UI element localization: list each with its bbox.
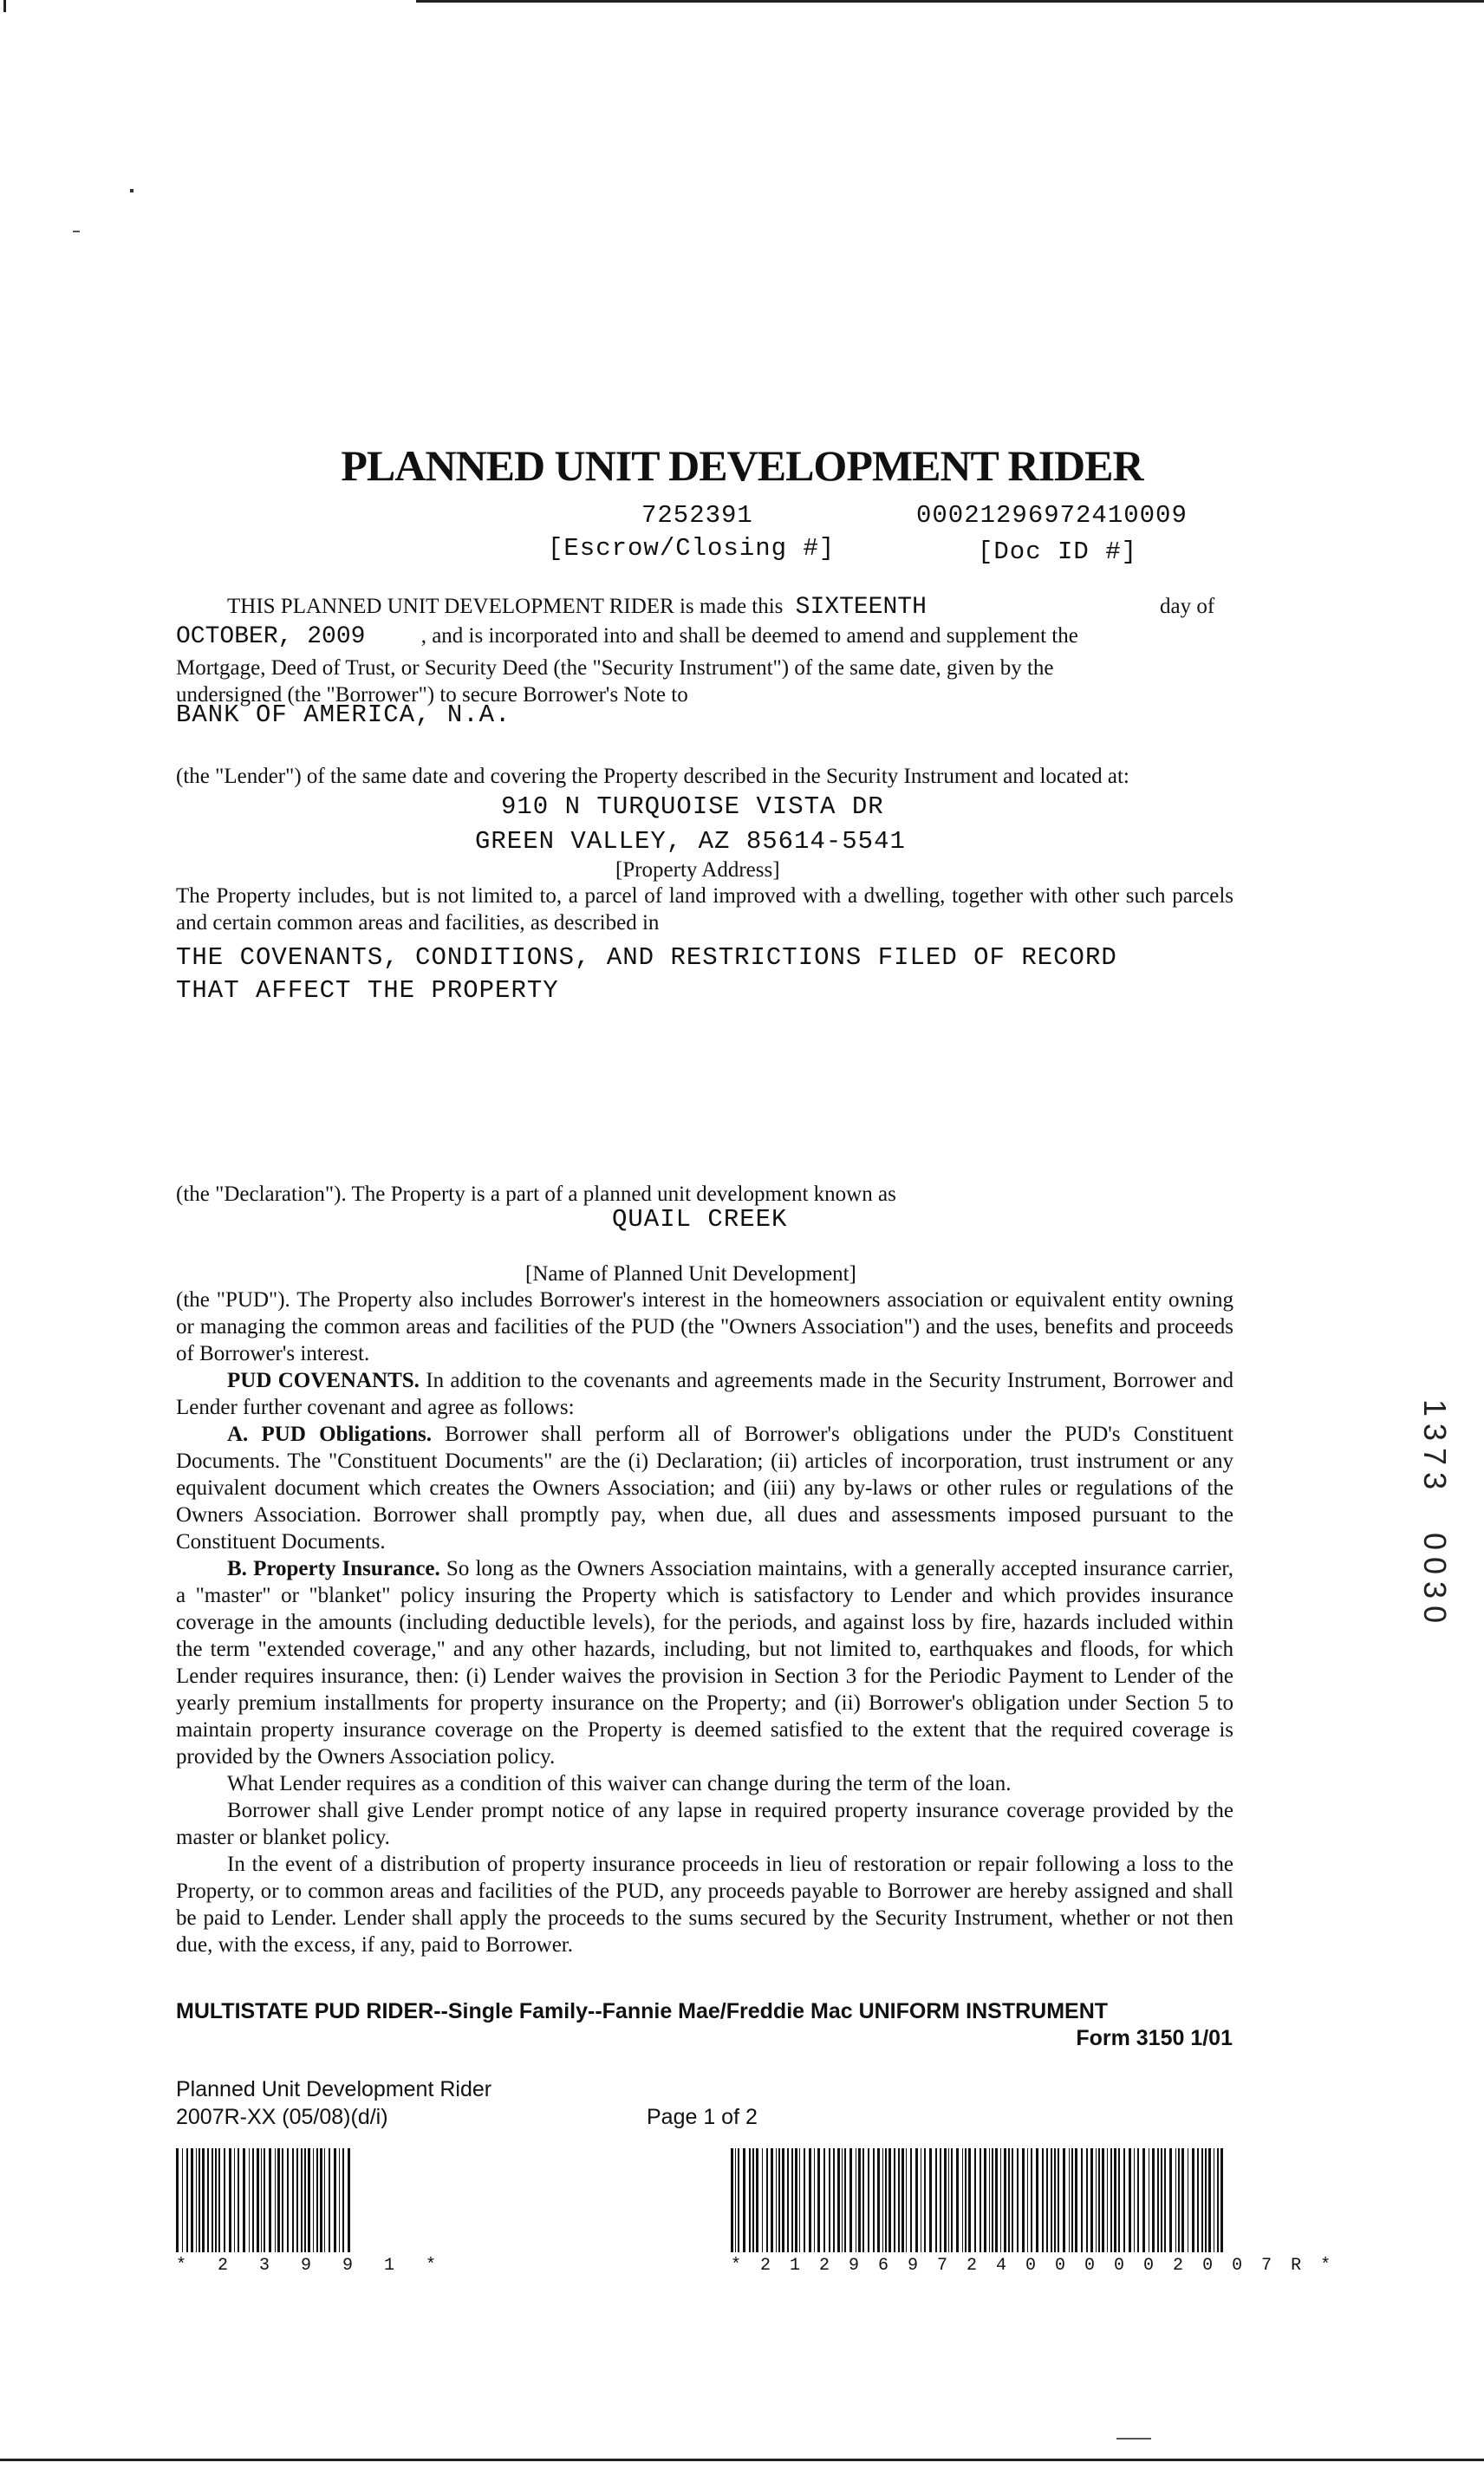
barcode-bar [868, 2148, 869, 2252]
barcode-bar [282, 2148, 284, 2252]
barcode-bar [882, 2148, 883, 2252]
footer-form-code: 2007R-XX (05/08)(d/i) [176, 2105, 388, 2129]
barcode-bar [264, 2148, 265, 2252]
form-number: Form 3150 1/01 [1076, 2026, 1233, 2050]
barcode-bar [778, 2148, 780, 2252]
barcode-bar [735, 2148, 736, 2252]
barcode-bar [229, 2148, 231, 2252]
day-value: SIXTEENTH [795, 594, 927, 621]
barcode-bar [1197, 2148, 1200, 2252]
barcode-bar [968, 2148, 971, 2252]
barcode-bar [738, 2148, 739, 2252]
barcode-bar [776, 2148, 777, 2252]
barcode-bar [1134, 2148, 1135, 2252]
barcode-bar [1000, 2148, 1001, 2252]
lender-name: BANK OF AMERICA, N.A. [176, 700, 511, 729]
barcode-bar [1090, 2148, 1093, 2252]
barcode-bar [962, 2148, 963, 2252]
barcode-bar [261, 2148, 262, 2252]
barcode-bar [1201, 2148, 1202, 2252]
barcode-bar [182, 2148, 183, 2252]
scan-speck [130, 189, 133, 192]
scan-speck [1116, 2438, 1151, 2440]
barcode-bar [1051, 2148, 1053, 2252]
barcode-bar [873, 2148, 875, 2252]
barcode-bar [1114, 2148, 1116, 2252]
barcode-bar [212, 2148, 213, 2252]
barcode-bar [1169, 2148, 1172, 2252]
declaration-line-1: THE COVENANTS, CONDITIONS, AND RESTRICTIONS FILED OF RECORD [176, 943, 1117, 972]
barcode-bar [329, 2148, 330, 2252]
barcode-bar [817, 2148, 819, 2252]
barcode-bar [313, 2148, 314, 2252]
barcode-bar [324, 2148, 325, 2252]
barcode-bar [795, 2148, 797, 2252]
barcode-bar [1063, 2148, 1065, 2252]
scan-bottom-edge [0, 2459, 1484, 2461]
escrow-label: [Escrow/Closing #] [548, 534, 836, 563]
barcode-bar [731, 2148, 733, 2252]
barcode-bar [877, 2148, 880, 2252]
footer-form-name: Planned Unit Development Rider [176, 2077, 492, 2101]
barcode-bar [743, 2148, 745, 2252]
barcode-bar [888, 2148, 891, 2252]
barcode-bar [995, 2148, 998, 2252]
page-title: PLANNED UNIT DEVELOPMENT RIDER [341, 441, 1143, 490]
barcode-bar [833, 2148, 835, 2252]
barcode-bar [974, 2148, 975, 2252]
barcode-bar [809, 2148, 811, 2252]
barcode-bar [257, 2148, 259, 2252]
doc-id-label: [Doc ID #] [978, 537, 1138, 566]
barcode-bar [842, 2148, 843, 2252]
barcode-bar [1081, 2148, 1082, 2252]
barcode-bar [844, 2148, 846, 2252]
section-b-para-4: In the event of a distribution of property insurance proceeds in lieu of restoration or repair following a loss to the Property, or to common areas and facilities of the PUD, any proceeds payable to Borrower are hereby assigned and shall be paid to Lender. Lender shall apply the proceeds to the sums secured by the Security Instrument, whether or not then due, with the excess, if any, paid to Borrower. [176, 1853, 1233, 1957]
barcode-bar [924, 2148, 926, 2252]
scan-speck [73, 231, 80, 232]
barcode-bar [1137, 2148, 1139, 2252]
barcode-bar [858, 2148, 860, 2252]
barcode-small [176, 2148, 354, 2252]
barcode-bar [1075, 2148, 1077, 2252]
address-line-1: 910 N TURQUOISE VISTA DR [501, 792, 884, 821]
barcode-bar [1069, 2148, 1070, 2252]
barcode-bar [1181, 2148, 1184, 2252]
barcode-bar [196, 2148, 197, 2252]
barcode-bar [1157, 2148, 1160, 2252]
barcode-bar [956, 2148, 959, 2252]
barcode-bar [1192, 2148, 1194, 2252]
barcode-large-text: * 2 1 2 9 6 9 7 2 4 0 0 0 0 0 2 0 0 7 R * [731, 2256, 1336, 2276]
barcode-bar [234, 2148, 235, 2252]
barcode-large [731, 2148, 1225, 2252]
barcode-bar [176, 2148, 179, 2252]
barcode-bar [1027, 2148, 1028, 2252]
barcode-bar [224, 2148, 225, 2252]
barcode-bar [885, 2148, 887, 2252]
barcode-bar [791, 2148, 793, 2252]
barcode-bar [766, 2148, 768, 2252]
intro-text-1: THIS PLANNED UNIT DEVELOPMENT RIDER is made this [227, 595, 784, 618]
barcode-bar [1175, 2148, 1176, 2252]
barcode-bar [308, 2148, 310, 2252]
barcode-bar [1071, 2148, 1073, 2252]
barcode-bar [342, 2148, 344, 2252]
barcode-bar [1036, 2148, 1038, 2252]
barcode-bar [771, 2148, 773, 2252]
section-b-text: So long as the Owners Association maintains, with a generally accepted insurance carrier, a "master" or "blanket" policy insuring the Property which is satisfactory to Lender and which provides insurance coverage in the amounts (including deductible levels), for the periods, and against loss by fire, hazards included within the term "extended coverage," and any other hazards, including, but not limited to, earthquakes and floods, for which Lender requires insurance, then: (i) Lender waives the provision in Section 3 for the Periodic Payment to Lender of the yearly premium installments for property insurance on the Property; and (ii) Borrower's obligation under Section 5 to maintain property insurance coverage on the Property is deemed satisfied to the extent that the required coverage is provided by the Owners Association policy. [176, 1557, 1233, 1769]
barcode-bar [1098, 2148, 1100, 2252]
barcode-bar [1110, 2148, 1112, 2252]
barcode-bar [207, 2148, 208, 2252]
barcode-bar [199, 2148, 200, 2252]
barcode-bar [1022, 2148, 1025, 2252]
barcode-bar [191, 2148, 193, 2252]
barcode-bar [989, 2148, 990, 2252]
barcode-bar [243, 2148, 245, 2252]
covenants-heading: PUD COVENANTS. [227, 1369, 420, 1392]
barcode-bar [1042, 2148, 1043, 2252]
barcode-bar [915, 2148, 918, 2252]
barcode-bar [1178, 2148, 1180, 2252]
barcode-bar [837, 2148, 840, 2252]
barcode-bar [849, 2148, 852, 2252]
barcode-bar [316, 2148, 318, 2252]
barcode-bar [940, 2148, 941, 2252]
barcode-bar [752, 2148, 754, 2252]
barcode-bar [1096, 2148, 1097, 2252]
barcode-bar [275, 2148, 276, 2252]
barcode-bar [762, 2148, 763, 2252]
barcode-bar [898, 2148, 900, 2252]
barcode-bar [304, 2148, 306, 2252]
barcode-bar [238, 2148, 239, 2252]
barcode-bar [1004, 2148, 1006, 2252]
escrow-number: 7252391 [641, 501, 753, 530]
scan-top-edge [416, 0, 1484, 3]
intro-line-4: undersigned (the "Borrower") to secure Borrower's Note to [176, 683, 688, 707]
barcode-bar [799, 2148, 800, 2252]
pud-paragraph: (the "PUD"). The Property also includes Borrower's interest in the homeowners association or equivalent entity owning or managing the common areas and facilities of the PUD (the "Owners Association") and the uses, benefits and proceeds of Borrower's interest. [176, 1288, 1233, 1365]
address-line-2: GREEN VALLEY, AZ 85614-5541 [475, 827, 906, 856]
barcode-bar [249, 2148, 250, 2252]
lender-clause: (the "Lender") of the same date and covering the Property described in the Security Instrument and located at: [176, 765, 1129, 788]
barcode-bar [334, 2148, 336, 2252]
intro-line-3: Mortgage, Deed of Trust, or Security Deed (the "Security Instrument") of the same date, given by the [176, 656, 1054, 680]
section-b-para-3: Borrower shall give Lender prompt notice of any lapse in required property insurance coverage provided by the master or blanket policy. [176, 1799, 1233, 1849]
barcode-bar [862, 2148, 865, 2252]
section-b [176, 1555, 1233, 1770]
section-a-heading: A. PUD Obligations. [227, 1423, 433, 1446]
barcode-bar [992, 2148, 993, 2252]
barcode-bar [252, 2148, 254, 2252]
barcode-bar [1058, 2148, 1059, 2252]
barcode-bar [269, 2148, 271, 2252]
footer-main: MULTISTATE PUD RIDER--Single Family--Fannie Mae/Freddie Mac UNIFORM INSTRUMENT [176, 1999, 1109, 2023]
pud-name: QUAIL CREEK [612, 1205, 788, 1234]
barcode-bar [1118, 2148, 1119, 2252]
barcode-bar [782, 2148, 784, 2252]
barcode-bar [804, 2148, 805, 2252]
barcode-small-text: * 2 3 9 9 1 * [176, 2256, 447, 2276]
barcode-bar [1017, 2148, 1019, 2252]
barcode-bar [901, 2148, 904, 2252]
barcode-bar [756, 2148, 758, 2252]
barcode-bar [749, 2148, 750, 2252]
barcode-bar [1217, 2148, 1219, 2252]
intro-line-1 [227, 593, 1233, 621]
barcode-bar [202, 2148, 205, 2252]
pud-label: [Name of Planned Unit Development] [525, 1262, 856, 1286]
address-label: [Property Address] [615, 858, 780, 882]
barcode-bar [215, 2148, 218, 2252]
barcode-bar [1164, 2148, 1166, 2252]
intro-text-2: , and is incorporated into and shall be deemed to amend and supplement the [420, 624, 1078, 648]
barcode-bar [965, 2148, 967, 2252]
declaration-clause: (the "Declaration"). The Property is a part of a planned unit development known as [176, 1182, 896, 1206]
barcode-bar [1208, 2148, 1211, 2252]
month-year: OCTOBER, 2009 [176, 623, 366, 650]
section-a-text: Borrower shall perform all of Borrower's obligations under the PUD's Constituent Documents. The "Constituent Documents" are the (i) Declaration; (ii) articles of incorporation, trust instrument or any equivalent document which creates the Owners Association; and (iii) any by-laws or other rules or regulations of the Owners Association. Borrower shall promptly pay, when due, all dues and assessments imposed pursuant to the Constituent Documents. [176, 1423, 1233, 1554]
barcode-bar [944, 2148, 947, 2252]
barcode-bar [787, 2148, 788, 2252]
barcode-bar [1142, 2148, 1145, 2252]
barcode-bar [277, 2148, 279, 2252]
barcode-bar [910, 2148, 912, 2252]
barcode-bar [292, 2148, 294, 2252]
barcode-bar [320, 2148, 322, 2252]
barcode-bar [1107, 2148, 1108, 2252]
covenants-text: In addition to the covenants and agreements made in the Security Instrument, Borrower and Lender further covenant and agree as follows: [176, 1369, 1233, 1419]
barcode-bar [1031, 2148, 1032, 2252]
side-stamp-1: 1373 [1417, 1399, 1453, 1497]
scan-left-mark [3, 0, 6, 12]
barcode-bar [1123, 2148, 1125, 2252]
section-a [176, 1421, 1233, 1555]
side-stamp-2: 0030 [1417, 1533, 1453, 1631]
barcode-bar [339, 2148, 340, 2252]
page-number: Page 1 of 2 [647, 2105, 758, 2129]
barcode-bar [984, 2148, 986, 2252]
barcode-bar [823, 2148, 826, 2252]
section-b-para-2: What Lender requires as a condition of this waiver can change during the term of the loan. [227, 1772, 1012, 1795]
barcode-bar [814, 2148, 815, 2252]
property-includes: The Property includes, but is not limited to, a parcel of land improved with a dwelling, together with other such parcels and certain common areas and facilities, as described in [176, 884, 1233, 935]
barcode-bar [186, 2148, 188, 2252]
barcode-bar [906, 2148, 907, 2252]
intro-line-2 [176, 622, 1233, 650]
barcode-bar [829, 2148, 830, 2252]
barcode-bar [1046, 2148, 1048, 2252]
barcode-bar [929, 2148, 932, 2252]
barcode-bar [1161, 2148, 1162, 2252]
barcode-bar [980, 2148, 981, 2252]
barcode-bar [287, 2148, 288, 2252]
covenants-paragraph [176, 1367, 1233, 1421]
section-b-heading: B. Property Insurance. [227, 1557, 440, 1580]
barcode-bar [951, 2148, 953, 2252]
barcode-bar [1152, 2148, 1154, 2252]
barcode-bar [296, 2148, 299, 2252]
barcode-bar [948, 2148, 949, 2252]
day-of-label: day of [1160, 595, 1215, 618]
barcode-bar [1008, 2148, 1011, 2252]
doc-id-number: 00021296972410009 [916, 501, 1188, 530]
barcode-bar [1086, 2148, 1088, 2252]
barcode-bar [1129, 2148, 1131, 2252]
barcode-bar [1102, 2148, 1104, 2252]
barcode-bar [301, 2148, 302, 2252]
barcode-bar [348, 2148, 350, 2252]
barcode-bar [1054, 2148, 1055, 2252]
barcode-bar [1205, 2148, 1207, 2252]
barcode-bar [1220, 2148, 1223, 2252]
barcode-bar [894, 2148, 895, 2252]
barcode-bar [218, 2148, 219, 2252]
barcode-bar [935, 2148, 936, 2252]
declaration-line-2: THAT AFFECT THE PROPERTY [176, 976, 559, 1005]
